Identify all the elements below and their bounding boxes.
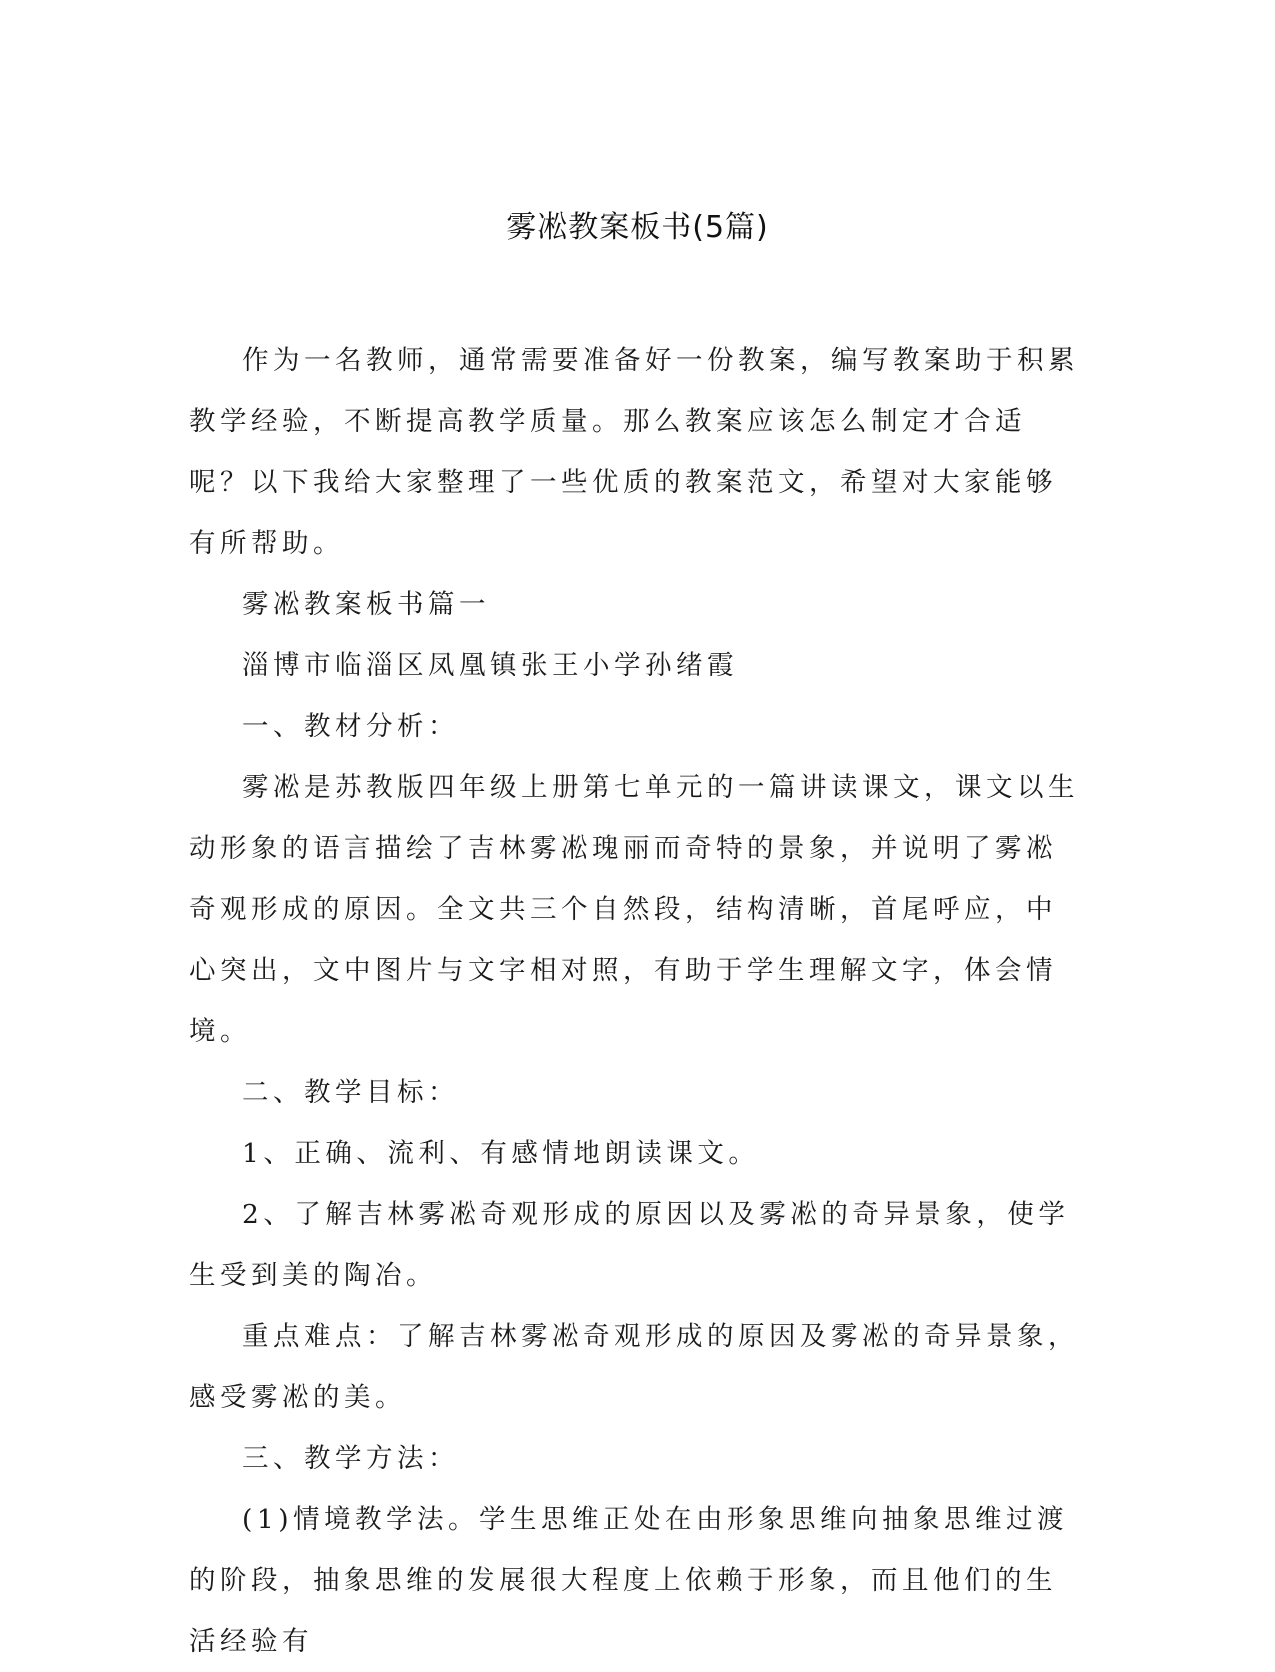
section-heading: 二、教学目标： (242, 1077, 459, 1108)
document-body (189, 330, 1079, 1672)
document-title: 雾凇教案板书(5篇) (506, 210, 769, 245)
list-item: 1、正确、流利、有感情地朗读课文。 (242, 1138, 760, 1169)
section-heading: 一、教材分析： (242, 711, 459, 742)
paragraph-intro: 作为一名教师，通常需要准备好一份教案，编写教案助于积累教学经验，不断提高教学质量。那么教案应该怎么制定才合适呢？以下我给大家整理了一些优质的教案范文，希望对大家能够有所帮助。 (189, 345, 1079, 559)
paragraph: (1)情境教学法。学生思维正处在由形象思维向抽象思维过渡的阶段，抽象思维的发展很大程度上依赖于形象，而且他们的生活经验有 (189, 1504, 1069, 1657)
list-item: 2、了解吉林雾凇奇观形成的原因以及雾凇的奇异景象，使学生受到美的陶冶。 (189, 1199, 1070, 1291)
section-heading: 三、教学方法： (242, 1443, 459, 1474)
paragraph: 雾凇是苏教版四年级上册第七单元的一篇讲读课文，课文以生动形象的语言描绘了吉林雾凇瑰丽而奇特的景象，并说明了雾凇奇观形成的原因。全文共三个自然段，结构清晰，首尾呼应，中心突出，文中图片与文字相对照，有助于学生理解文字，体会情境。 (189, 772, 1079, 1047)
author-line: 淄博市临淄区凤凰镇张王小学孙绪霞 (242, 650, 738, 681)
paragraph: 重点难点：了解吉林雾凇奇观形成的原因及雾凇的奇异景象，感受雾凇的美。 (189, 1321, 1079, 1413)
section-heading: 雾凇教案板书篇一 (242, 589, 490, 620)
